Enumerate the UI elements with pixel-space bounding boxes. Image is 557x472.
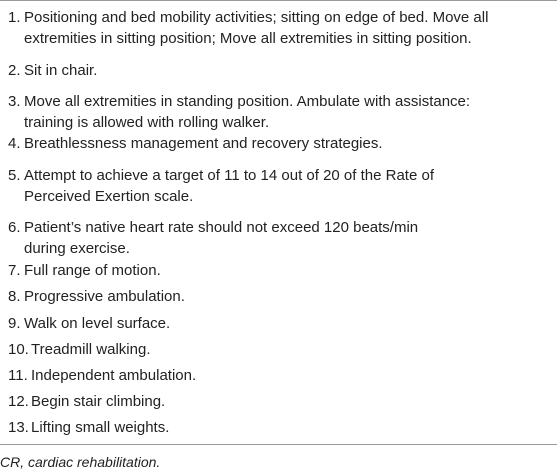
item-number: 1. <box>8 9 21 26</box>
item-number: 11. <box>8 367 28 384</box>
item-number: 5. <box>8 167 21 184</box>
item-number: 3. <box>8 93 21 110</box>
table-top-rule <box>0 0 557 1</box>
table-bottom-rule <box>0 444 557 445</box>
item-number: 2. <box>8 62 21 79</box>
item-text-line-1: Positioning and bed mobility activities; sitting on edge of bed. Move all <box>24 9 489 26</box>
item-text-line-1: Full range of motion. <box>24 262 161 279</box>
item-number: 12. <box>8 393 29 410</box>
item-text-line-2: extremities in sitting position; Move all extremities in sitting position. <box>24 30 472 47</box>
item-number: 6. <box>8 219 21 236</box>
item-text-line-1: Treadmill walking. <box>31 341 151 358</box>
table-footnote: CR, cardiac rehabilitation. <box>0 454 161 470</box>
item-text-line-1: Walk on level surface. <box>24 315 171 332</box>
item-text-line-1: Progressive ambulation. <box>24 288 185 305</box>
item-number: 8. <box>8 288 21 305</box>
item-text-line-1: Begin stair climbing. <box>31 393 166 410</box>
item-text-line-2: during exercise. <box>24 240 130 257</box>
item-text-line-1: Independent ambulation. <box>31 367 197 384</box>
item-number: 7. <box>8 262 21 279</box>
item-text-line-1: Move all extremities in standing position. Ambulate with assistance: <box>24 93 471 110</box>
item-number: 4. <box>8 135 21 152</box>
item-number: 10. <box>8 341 29 358</box>
item-text-line-1: Patient’s native heart rate should not exceed 120 beats/min <box>24 219 419 236</box>
item-text-line-1: Sit in chair. <box>24 62 98 79</box>
item-number: 9. <box>8 315 21 332</box>
item-text-line-2: training is allowed with rolling walker. <box>24 114 270 131</box>
item-number: 13. <box>8 419 29 436</box>
item-text-line-2: Perceived Exertion scale. <box>24 188 194 205</box>
item-text-line-1: Attempt to achieve a target of 11 to 14 out of 20 of the Rate of <box>24 167 434 184</box>
item-text-line-1: Lifting small weights. <box>31 419 170 436</box>
item-text-line-1: Breathlessness management and recovery strategies. <box>24 135 383 152</box>
